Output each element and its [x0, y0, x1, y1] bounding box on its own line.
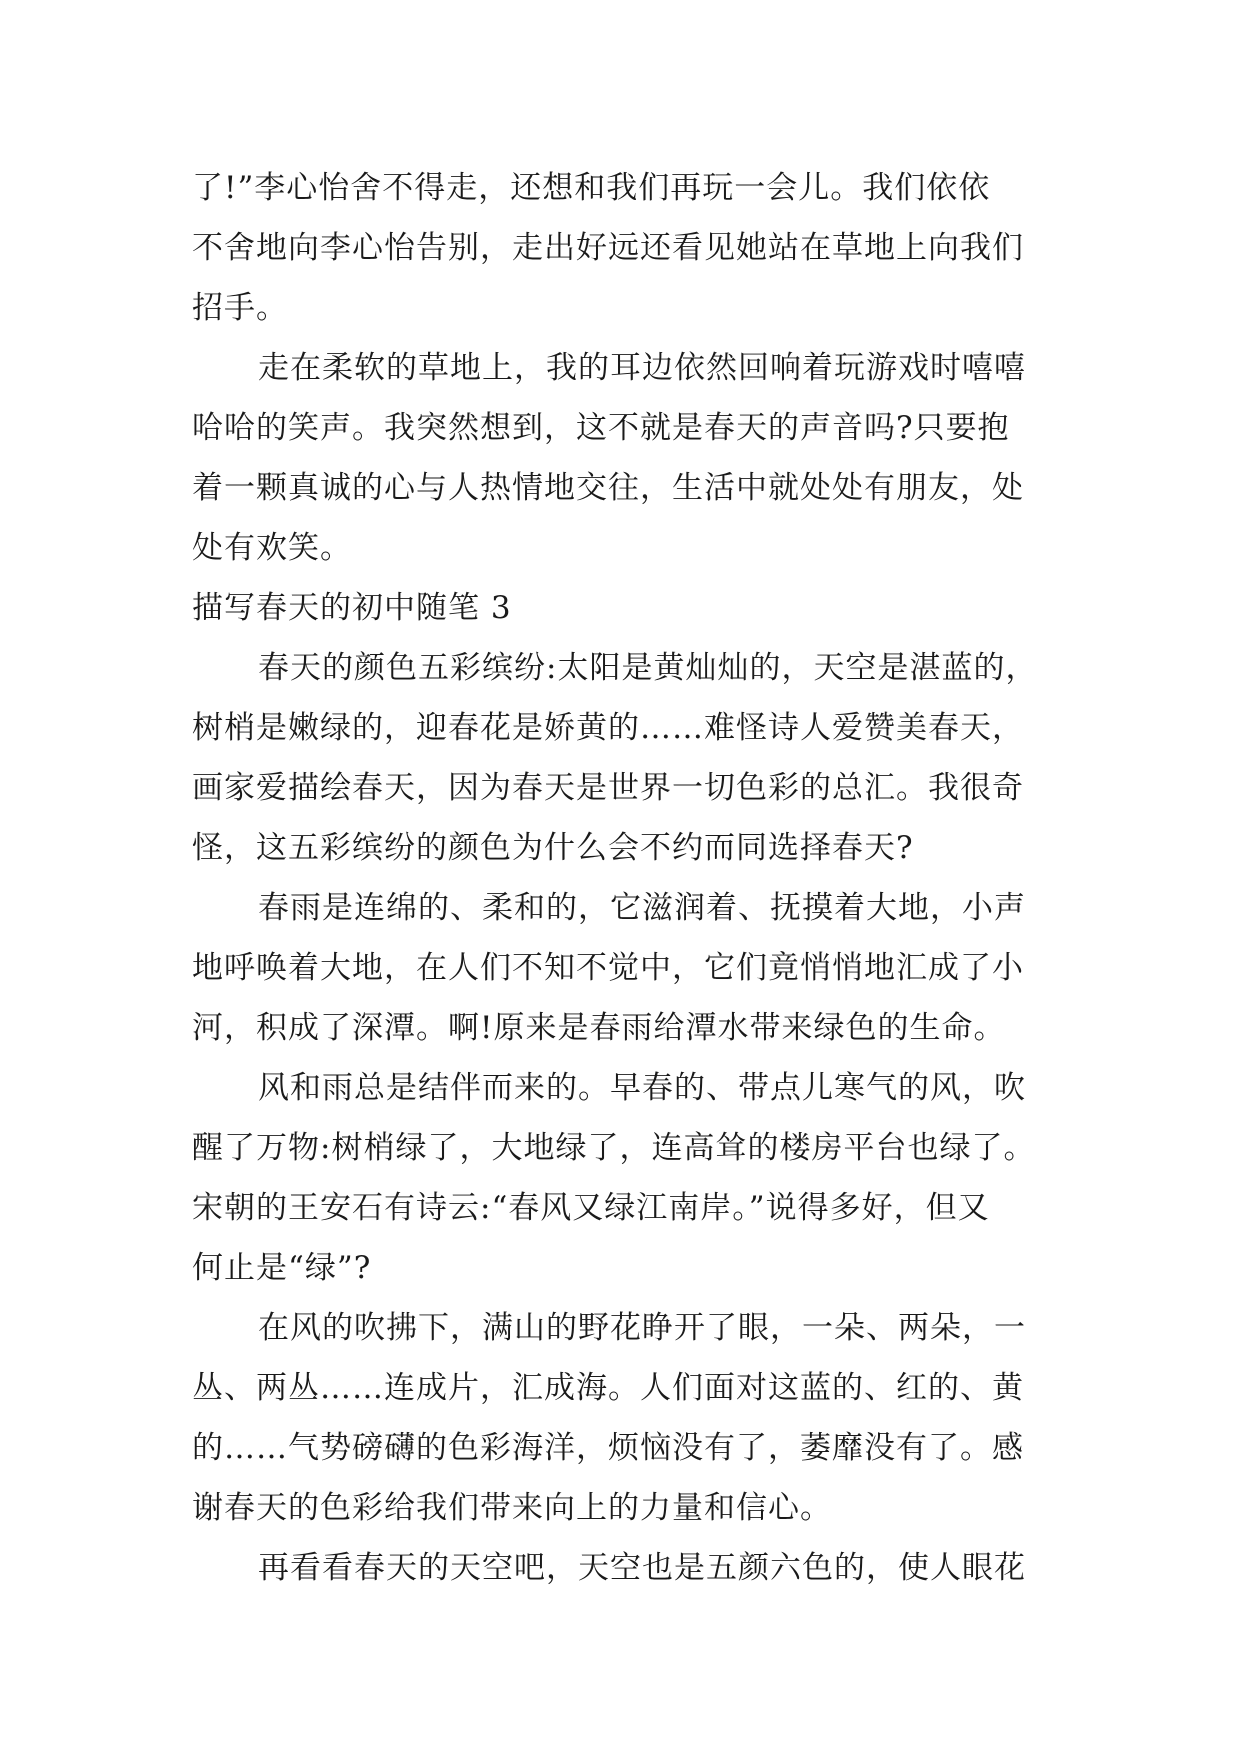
text-line: 春雨是连绵的、柔和的，它滋润着、抚摸着大地，小声 — [258, 890, 1026, 926]
heading-text: 描写春天的初中随笔 3 — [192, 590, 512, 626]
paragraph — [192, 158, 1052, 338]
paragraph — [192, 878, 1052, 1058]
text-line: 处有欢笑。 — [192, 530, 352, 566]
text-line: 丛、两丛……连成片，汇成海。人们面对这蓝的、红的、黄 — [192, 1370, 1024, 1406]
text-line: 树梢是嫩绿的，迎春花是娇黄的……难怪诗人爱赞美春天， — [192, 710, 1024, 746]
document-body — [192, 158, 1052, 1598]
paragraph — [192, 1298, 1052, 1538]
text-line: 招手。 — [192, 290, 288, 326]
text-line: 着一颗真诚的心与人热情地交往，生活中就处处有朋友，处 — [192, 470, 1024, 506]
text-line: 不舍地向李心怡告别，走出好远还看见她站在草地上向我们 — [192, 230, 1024, 266]
text-line: 地呼唤着大地，在人们不知不觉中，它们竟悄悄地汇成了小 — [192, 950, 1024, 986]
text-line: 走在柔软的草地上，我的耳边依然回响着玩游戏时嘻嘻 — [258, 350, 1026, 386]
text-line: 风和雨总是结伴而来的。早春的、带点儿寒气的风，吹 — [258, 1070, 1026, 1106]
text-line: 画家爱描绘春天，因为春天是世界一切色彩的总汇。我很奇 — [192, 770, 1024, 806]
paragraph — [192, 638, 1052, 878]
text-line: 河，积成了深潭。啊!原来是春雨给潭水带来绿色的生命。 — [192, 1010, 1006, 1046]
text-line: 春天的颜色五彩缤纷:太阳是黄灿灿的，天空是湛蓝的， — [258, 650, 1038, 686]
text-line: 宋朝的王安石有诗云:“春风又绿江南岸。”说得多好，但又 — [192, 1190, 990, 1226]
text-line: 哈哈的笑声。我突然想到，这不就是春天的声音吗?只要抱 — [192, 410, 1010, 446]
paragraph — [192, 338, 1052, 578]
text-line: 怪，这五彩缤纷的颜色为什么会不约而同选择春天? — [192, 830, 914, 866]
text-line: 了!”李心怡舍不得走，还想和我们再玩一会儿。我们依依 — [192, 170, 991, 206]
text-line: 再看看春天的天空吧，天空也是五颜六色的，使人眼花 — [258, 1550, 1026, 1586]
paragraph — [192, 1538, 1052, 1598]
text-line: 的……气势磅礴的色彩海洋，烦恼没有了，萎靡没有了。感 — [192, 1430, 1024, 1466]
section-heading — [192, 578, 1052, 638]
text-line: 在风的吹拂下，满山的野花睁开了眼，一朵、两朵，一 — [258, 1310, 1026, 1346]
text-line: 何止是“绿”? — [192, 1250, 372, 1286]
text-line: 谢春天的色彩给我们带来向上的力量和信心。 — [192, 1490, 832, 1526]
paragraph — [192, 1058, 1052, 1298]
text-line: 醒了万物:树梢绿了，大地绿了，连高耸的楼房平台也绿了。 — [192, 1130, 1036, 1166]
